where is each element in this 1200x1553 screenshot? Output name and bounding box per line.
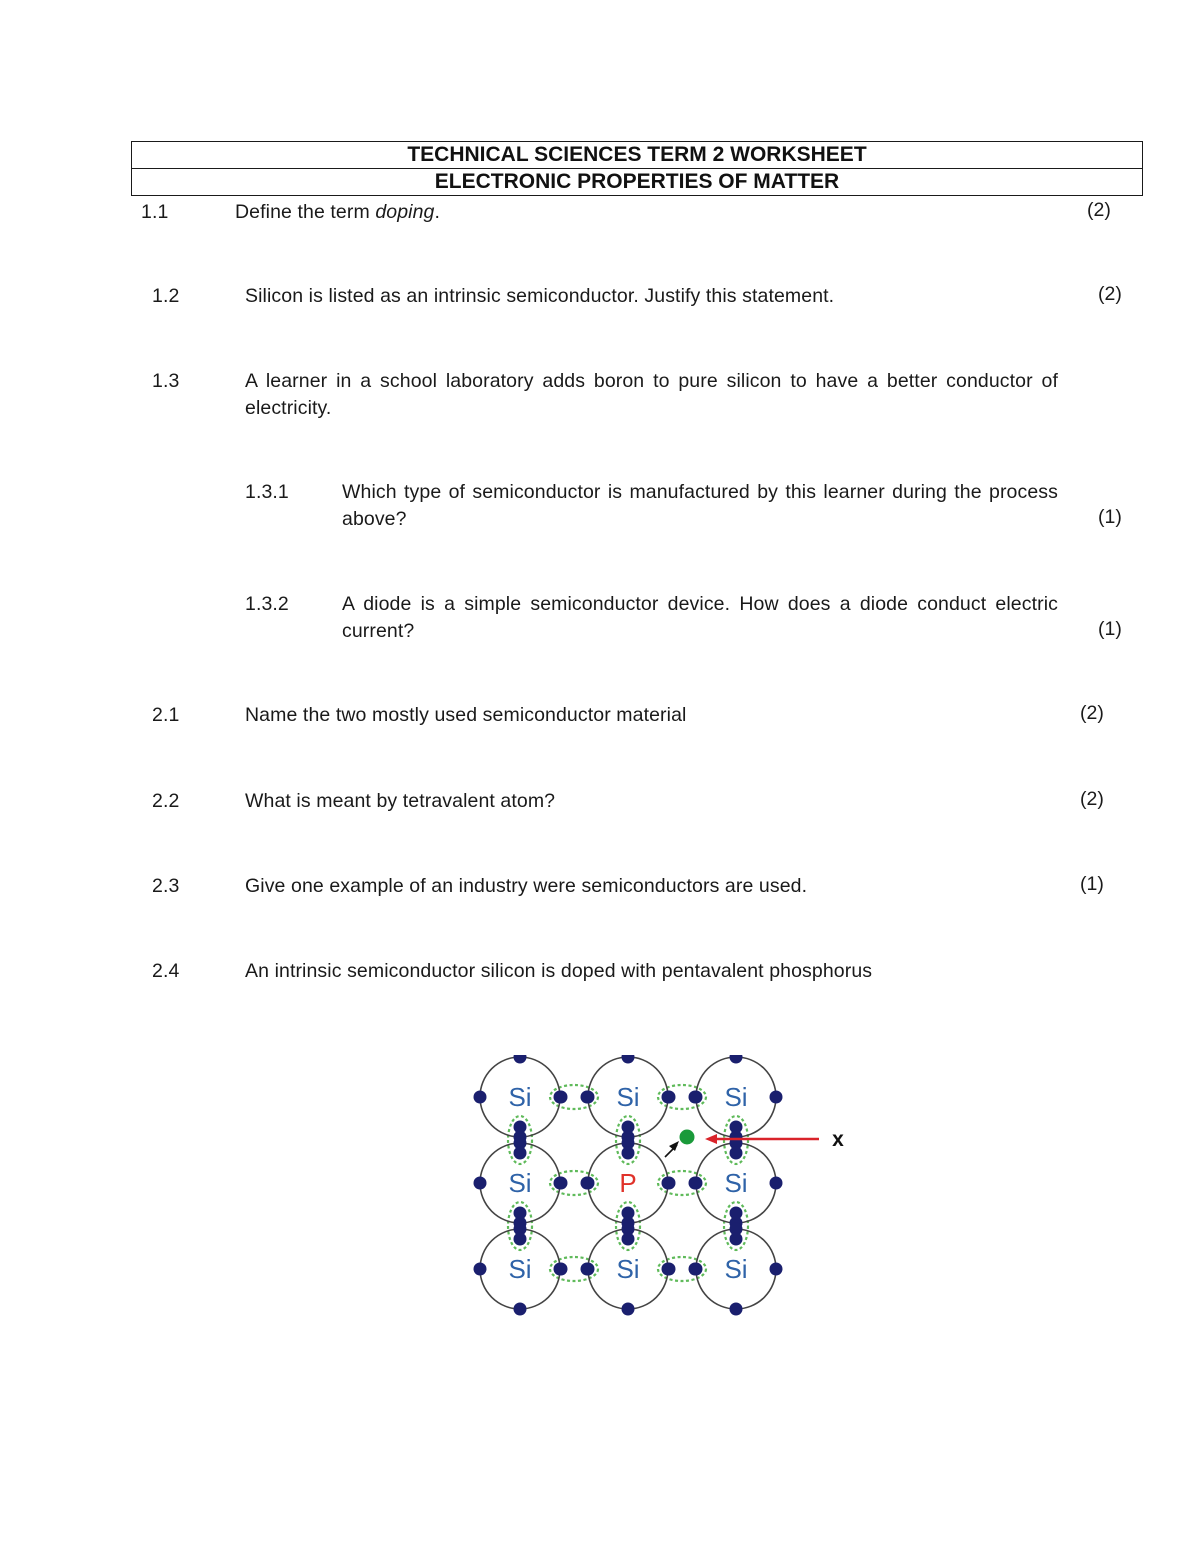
question-number: 2.3 (152, 875, 180, 897)
question-number: 1.2 (152, 285, 180, 307)
label-x: x (832, 1128, 844, 1151)
bond-electron (689, 1177, 702, 1190)
valence-electron (730, 1303, 743, 1316)
bond-electron (663, 1177, 676, 1190)
valence-electron (474, 1177, 487, 1190)
bond-electron (622, 1233, 635, 1246)
valence-electron (622, 1303, 635, 1316)
bond-electron (622, 1121, 635, 1134)
marks-2-1: (2) (1080, 702, 1104, 724)
bond-electron (514, 1147, 527, 1160)
bond-electron (555, 1177, 568, 1190)
question-1-3-text: A learner in a school laboratory adds boron to pure silicon to have a better conductor of electricity. (245, 370, 1058, 419)
bond-electron (555, 1091, 568, 1104)
bond-electron (730, 1147, 743, 1160)
electron-path-arrowhead (669, 1141, 679, 1151)
silicon-label: Si (724, 1254, 748, 1284)
question-text: What is meant by tetravalent atom? (245, 790, 556, 812)
bond-electron (663, 1091, 676, 1104)
valence-electron (770, 1091, 783, 1104)
question-1-3-1-text: Which type of semiconductor is manufactured by this learner during the process above? (342, 481, 1058, 530)
bond-electron (514, 1233, 527, 1246)
marks-2-3: (1) (1080, 873, 1104, 895)
valence-electron (514, 1055, 527, 1064)
marks-1-3-2: (1) (1098, 618, 1122, 640)
marks-2-2: (2) (1080, 788, 1104, 810)
bond-electron (581, 1091, 594, 1104)
valence-electron (514, 1303, 527, 1316)
question-text: Define the term doping. (235, 201, 441, 223)
bond-electron (622, 1147, 635, 1160)
worksheet-title: TECHNICAL SCIENCES TERM 2 WORKSHEET (132, 142, 1143, 169)
silicon-label: Si (508, 1168, 532, 1198)
question-number: 1.3.1 (245, 481, 289, 503)
question-text: Silicon is listed as an intrinsic semiconductor. Justify this statement. (245, 285, 835, 307)
question-number: 1.3 (152, 370, 180, 392)
phosphorus-label: P (619, 1168, 637, 1198)
silicon-label: Si (724, 1168, 748, 1198)
silicon-label: Si (508, 1082, 532, 1112)
bond-electron (555, 1263, 568, 1276)
question-text: Name the two mostly used semiconductor material (245, 704, 687, 726)
term-doping: doping (375, 201, 435, 223)
bond-electron (689, 1263, 702, 1276)
bond-electron (622, 1207, 635, 1220)
question-text: An intrinsic semiconductor silicon is doped with pentavalent phosphorus (245, 960, 873, 982)
bond-electron (663, 1263, 676, 1276)
silicon-label: Si (616, 1254, 640, 1284)
valence-electron (474, 1091, 487, 1104)
bond-electron (730, 1233, 743, 1246)
valence-electron (770, 1177, 783, 1190)
question-number: 2.4 (152, 960, 180, 982)
worksheet-subtitle: ELECTRONIC PROPERTIES OF MATTER (132, 169, 1143, 196)
bond-electron (581, 1263, 594, 1276)
free-electron (680, 1130, 695, 1145)
valence-electron (474, 1263, 487, 1276)
marks-1-2: (2) (1098, 283, 1122, 305)
silicon-label: Si (508, 1254, 532, 1284)
silicon-label: Si (616, 1082, 640, 1112)
question-1-3-2-text: A diode is a simple semiconductor device. How does a diode conduct electric current? (342, 593, 1058, 642)
bond-electron (581, 1177, 594, 1190)
question-number: 2.2 (152, 790, 180, 812)
valence-electron (770, 1263, 783, 1276)
silicon-label: Si (724, 1082, 748, 1112)
bond-electron (730, 1121, 743, 1134)
valence-electron (622, 1055, 635, 1064)
question-number: 1.1 (141, 201, 169, 223)
valence-electron (730, 1055, 743, 1064)
marks-1-1: (2) (1087, 199, 1111, 221)
question-number: 1.3.2 (245, 593, 289, 615)
question-number: 2.1 (152, 704, 180, 726)
bond-electron (730, 1207, 743, 1220)
bond-electron (514, 1121, 527, 1134)
marks-1-3-1: (1) (1098, 506, 1122, 528)
title-table (131, 141, 1143, 196)
bond-electron (689, 1091, 702, 1104)
question-text: Give one example of an industry were semiconductors are used. (245, 875, 808, 897)
pointer-arrowhead (705, 1134, 717, 1144)
silicon-phosphorus-lattice-diagram (465, 1055, 865, 1317)
bond-electron (514, 1207, 527, 1220)
